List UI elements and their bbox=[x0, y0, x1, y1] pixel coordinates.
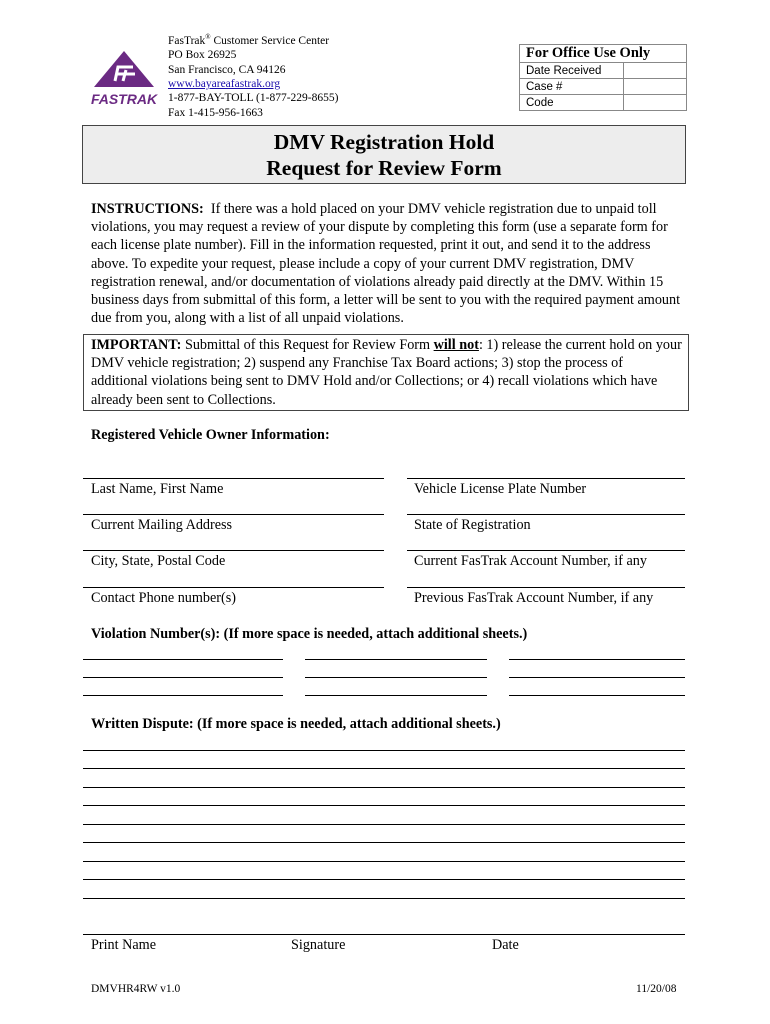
fax-line: Fax 1-415-956-1663 bbox=[168, 106, 263, 119]
org-line: FasTrak® Customer Service Center bbox=[168, 33, 330, 47]
fastrak-logo-icon bbox=[88, 50, 160, 108]
violation-number-line[interactable] bbox=[509, 677, 685, 678]
office-use-table bbox=[519, 44, 687, 111]
field-label: Vehicle License Plate Number bbox=[414, 481, 587, 497]
date-label: Date bbox=[492, 937, 519, 953]
instructions bbox=[91, 200, 681, 327]
dispute-heading: Written Dispute: (If more space is needed, attach additional sheets.) bbox=[91, 716, 501, 732]
violations-heading: Violation Number(s): (If more space is needed, attach additional sheets.) bbox=[91, 626, 528, 642]
important-label: IMPORTANT: bbox=[91, 337, 182, 353]
state-registration-line[interactable] bbox=[407, 514, 685, 515]
field-label: City, State, Postal Code bbox=[91, 553, 226, 569]
violation-number-line[interactable] bbox=[305, 695, 487, 696]
dispute-line[interactable] bbox=[83, 787, 685, 788]
dispute-line[interactable] bbox=[83, 861, 685, 862]
title-line-2: Request for Review Form bbox=[266, 156, 502, 180]
svg-text:FASTRAK: FASTRAK bbox=[90, 91, 158, 107]
form-date: 11/20/08 bbox=[636, 983, 677, 995]
previous-account-line[interactable] bbox=[407, 587, 685, 588]
code-cell[interactable] bbox=[624, 95, 687, 111]
case-number-cell[interactable] bbox=[624, 79, 687, 95]
violation-number-line[interactable] bbox=[305, 677, 487, 678]
violation-number-line[interactable] bbox=[83, 677, 283, 678]
dispute-line[interactable] bbox=[83, 898, 685, 899]
violation-number-line[interactable] bbox=[509, 659, 685, 660]
dispute-line[interactable] bbox=[83, 842, 685, 843]
city-state-postal-line[interactable] bbox=[83, 550, 384, 551]
print-name-label: Print Name bbox=[91, 937, 157, 953]
website-link[interactable]: www.bayareafastrak.org bbox=[168, 78, 281, 91]
city-line: San Francisco, CA 94126 bbox=[168, 63, 286, 76]
field-label: Last Name, First Name bbox=[91, 481, 224, 497]
phone-number-line[interactable] bbox=[83, 587, 384, 588]
dispute-line[interactable] bbox=[83, 805, 685, 806]
owner-section-heading: Registered Vehicle Owner Information: bbox=[91, 427, 330, 443]
dispute-line[interactable] bbox=[83, 824, 685, 825]
dispute-line[interactable] bbox=[83, 750, 685, 751]
address-block bbox=[168, 30, 338, 120]
form-title-box bbox=[82, 125, 686, 184]
field-label: Contact Phone number(s) bbox=[91, 590, 236, 606]
field-label: Previous FasTrak Account Number, if any bbox=[414, 590, 654, 606]
violation-number-line[interactable] bbox=[83, 659, 283, 660]
form-id: DMVHR4RW v1.0 bbox=[91, 983, 181, 995]
instructions-label: INSTRUCTIONS: bbox=[91, 201, 204, 217]
violation-number-line[interactable] bbox=[83, 695, 283, 696]
license-plate-line[interactable] bbox=[407, 478, 685, 479]
violation-number-line[interactable] bbox=[509, 695, 685, 696]
current-account-line[interactable] bbox=[407, 550, 685, 551]
office-use-heading: For Office Use Only bbox=[520, 45, 687, 63]
po-box: PO Box 26925 bbox=[168, 49, 237, 62]
important-notice: IMPORTANT: Submittal of this Request for Review Form will not: 1) release the current hold on your DMV vehicle registration; 2) suspend any Franchise Tax Board actions; 3) stop the process of additional violations being sent to DMV Hold and/or Collections; or 4) recall violations which have already been sent to Collections. bbox=[83, 334, 689, 411]
fastrak-logo bbox=[88, 50, 160, 108]
dispute-line[interactable] bbox=[83, 768, 685, 769]
office-row-label: Case # bbox=[520, 79, 624, 95]
will-not-emphasis: will not bbox=[433, 337, 479, 353]
title-line-1: DMV Registration Hold bbox=[273, 130, 495, 154]
phone-line: 1-877-BAY-TOLL (1-877-229-8655) bbox=[168, 92, 339, 105]
date-received-cell[interactable] bbox=[624, 63, 687, 79]
field-label: State of Registration bbox=[414, 517, 531, 533]
dispute-line[interactable] bbox=[83, 879, 685, 880]
instructions-text: If there was a hold placed on your DMV vehicle registration due to unpaid toll violations, you may request a review of your dispute by completing this form (use a separate form for each license plate number). Fill in the information requested, print it out, and send it to the address above. To expedite your request, please include a copy of your current DMV registration, DMV registration renewal, and/or documentation of violations already paid directly at the DMV. Within 15 business days from submittal of this form, a letter will be sent to you with the required payment amount due from you, along with a list of all unpaid violations. bbox=[91, 201, 681, 327]
field-label: Current Mailing Address bbox=[91, 517, 233, 533]
mailing-address-line[interactable] bbox=[83, 514, 384, 515]
field-label: Current FasTrak Account Number, if any bbox=[414, 553, 647, 569]
office-row-label: Date Received bbox=[520, 63, 624, 79]
office-row-label: Code bbox=[520, 95, 624, 111]
last-first-name-line[interactable] bbox=[83, 478, 384, 479]
violation-number-line[interactable] bbox=[305, 659, 487, 660]
signature-label: Signature bbox=[291, 937, 346, 953]
signature-line[interactable] bbox=[83, 934, 685, 935]
